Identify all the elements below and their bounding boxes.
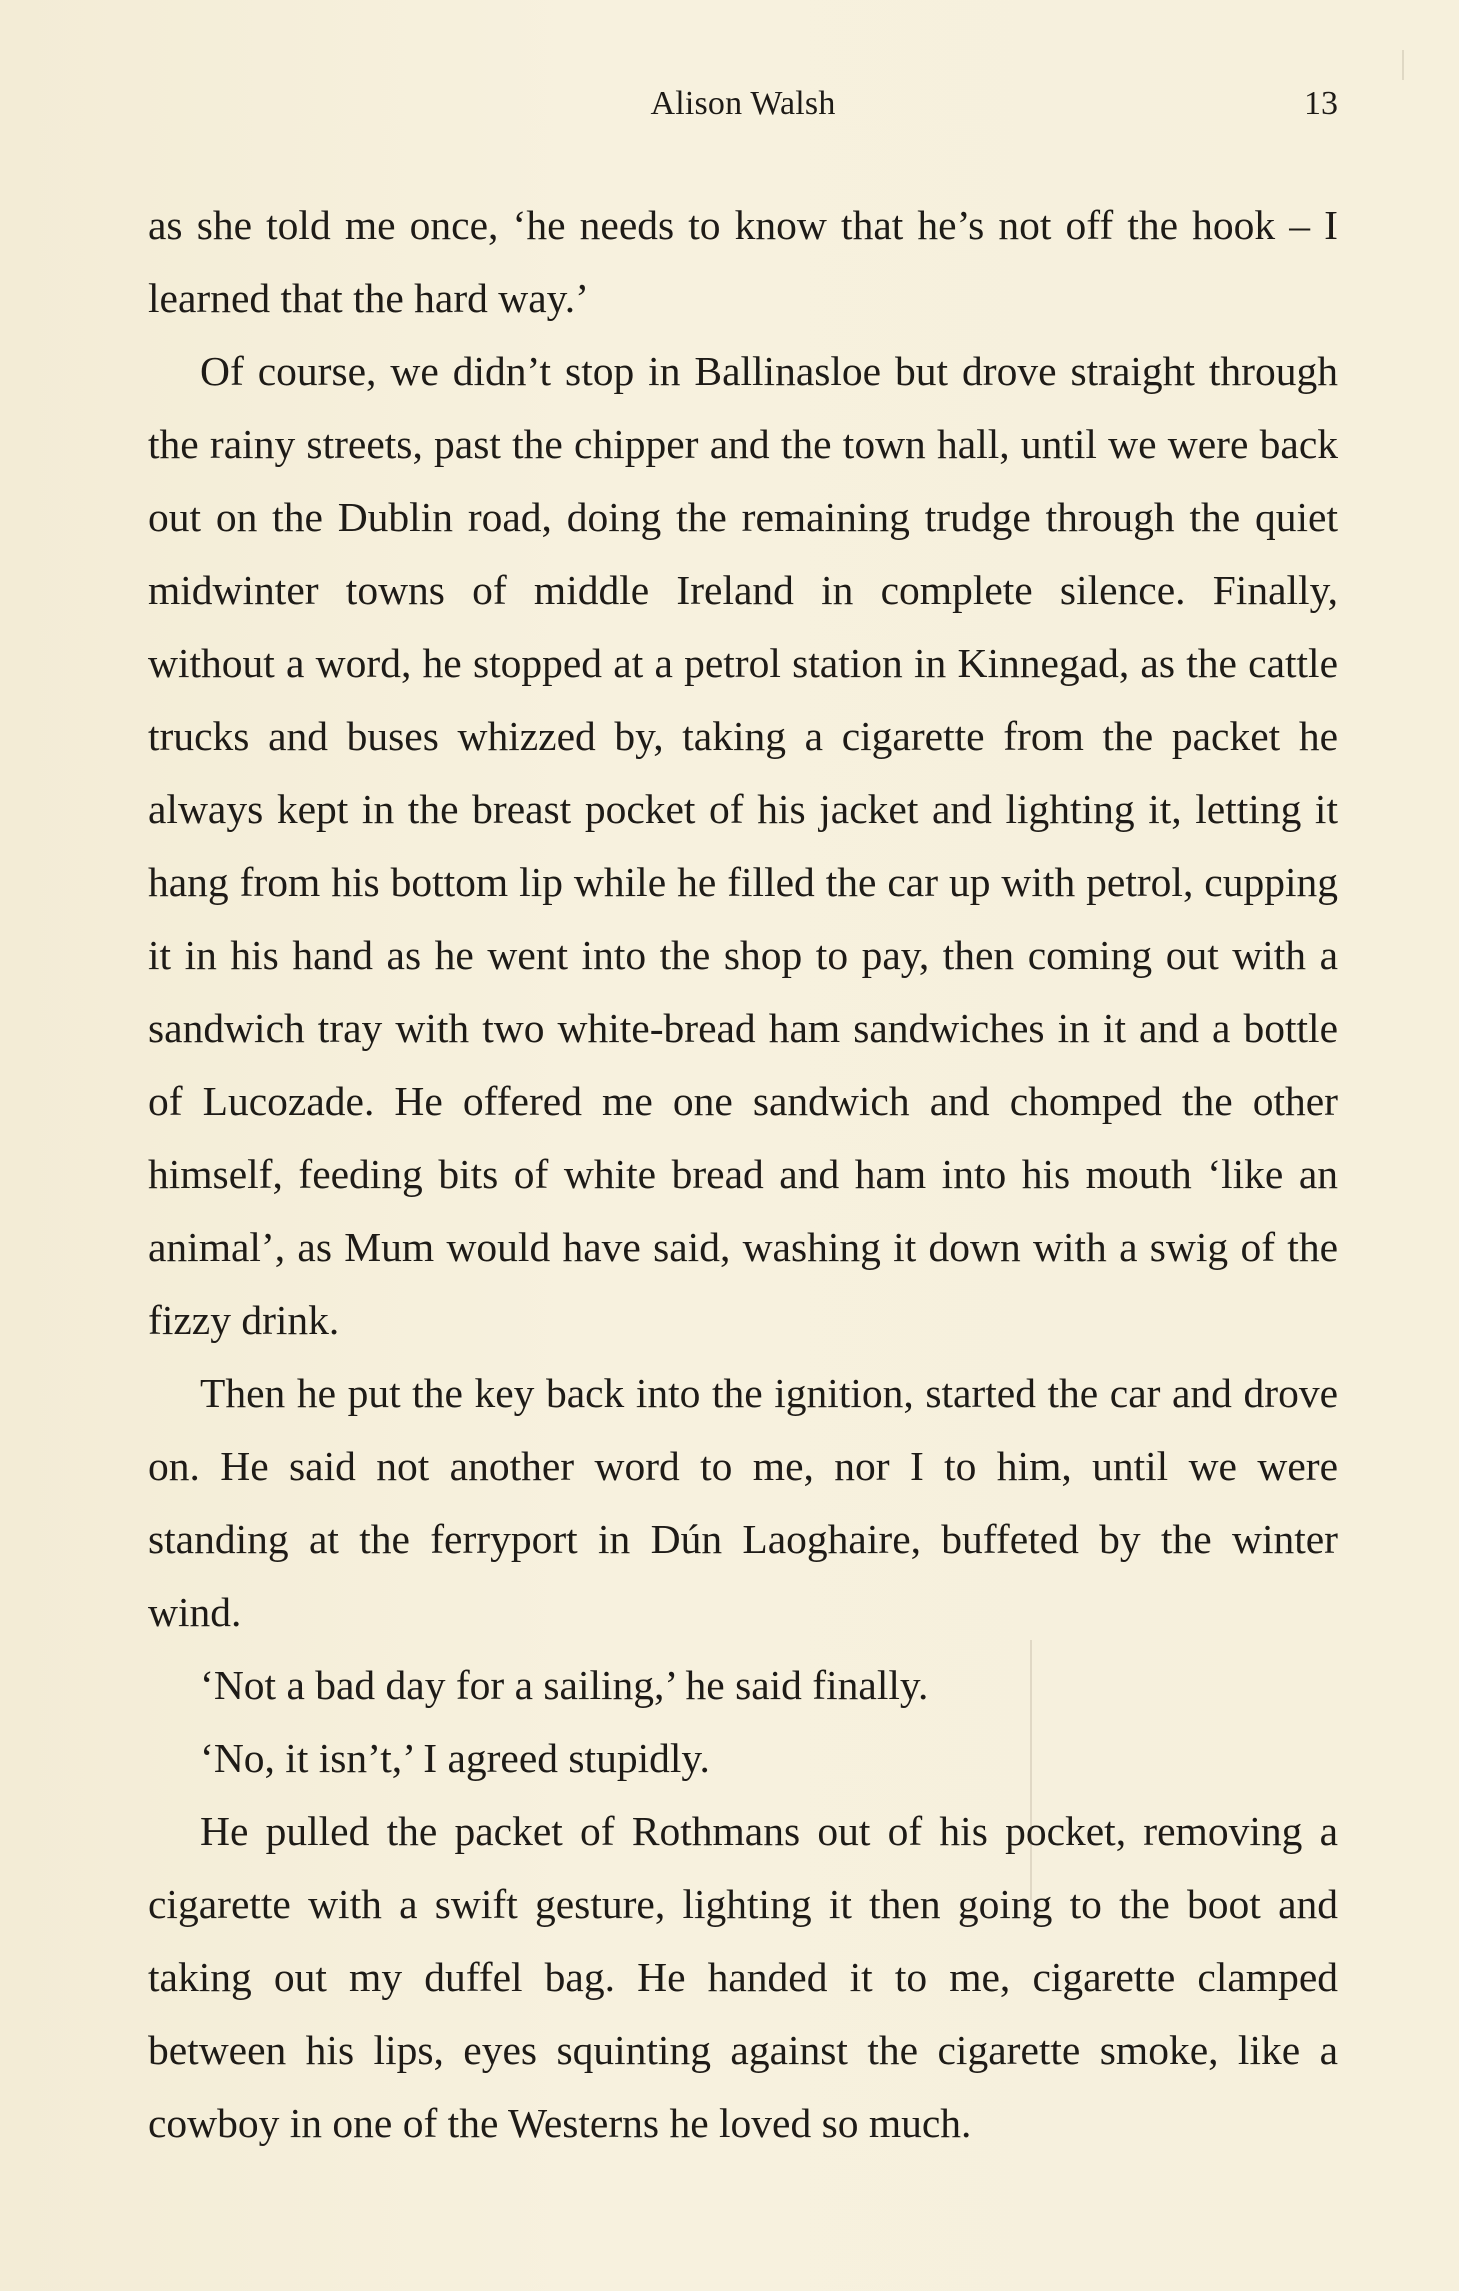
paragraph-continuation: as she told me once, ‘he needs to know that he’s not off the hook – I learned that the hard way.’ xyxy=(148,202,1338,321)
page-number: 13 xyxy=(1304,85,1338,122)
dialogue-line-agreed: ‘No, it isn’t,’ I agreed stupidly. xyxy=(200,1735,710,1781)
scan-margin-mark xyxy=(1402,50,1404,80)
running-head xyxy=(148,78,1338,130)
running-head-author: Alison Walsh xyxy=(650,85,836,122)
body-text xyxy=(148,189,1338,2160)
paragraph-rothmans: He pulled the packet of Rothmans out of his pocket, removing a cigarette with a swift gesture, lighting it then going to the boot and taking out my duffel bag. He handed it to me, cigarette clamped between his lips, eyes squinting against the cigarette smoke, like a cowboy in one of the Westerns he loved so much. xyxy=(148,1808,1338,2146)
paragraph-ballinasloe: Of course, we didn’t stop in Ballinasloe but drove straight through the rainy streets, past the chipper and the town hall, until we were back out on the Dublin road, doing the remaining trudge through the quiet midwinter towns of middle Ireland in complete silence. Finally, without a word, he stopped at a petrol station in Kinnegad, as the cattle trucks and buses whizzed by, taking a cigarette from the packet he always kept in the breast pocket of his jacket and lighting it, letting it hang from his bottom lip while he filled the car up with petrol, cupping it in his hand as he went into the shop to pay, then coming out with a sandwich tray with two white-bread ham sandwiches in it and a bottle of Lucozade. He offered me one sandwich and chomped the other himself, feeding bits of white bread and ham into his mouth ‘like an animal’, as Mum would have said, washing it down with a swig of the fizzy drink. xyxy=(148,348,1338,1343)
scan-crease-mark xyxy=(1030,1640,1032,1900)
paragraph-ignition: Then he put the key back into the ignition, started the car and drove on. He said not another word to me, nor I to him, until we were standing at the ferryport in Dún Laoghaire, buffeted by the winter wind. xyxy=(148,1370,1338,1635)
dialogue-line-sailing: ‘Not a bad day for a sailing,’ he said finally. xyxy=(200,1662,929,1708)
